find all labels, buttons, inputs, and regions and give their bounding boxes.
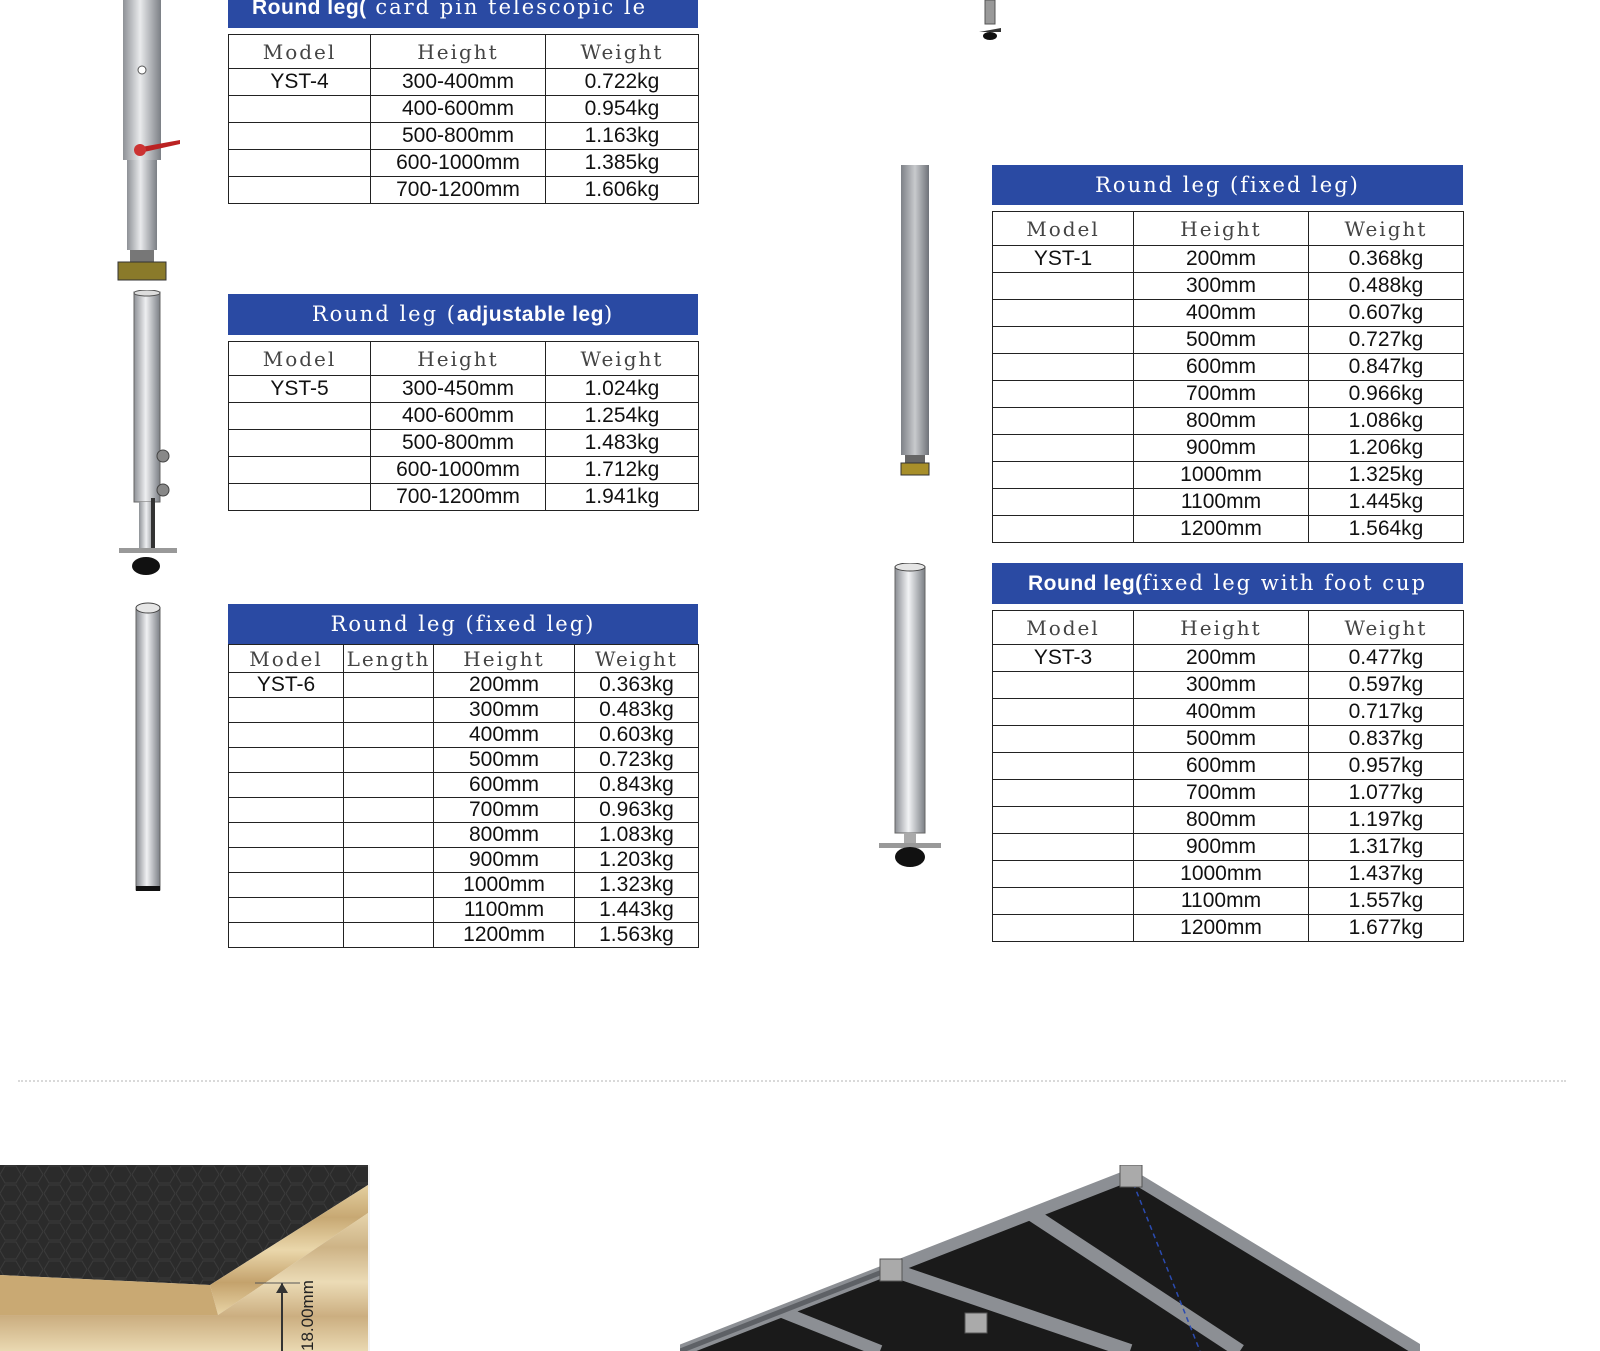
table-cell: 700-1200mm (371, 177, 546, 204)
table-cell: 500-800mm (371, 123, 546, 150)
table-cell (993, 489, 1134, 516)
table-cell: 900mm (1134, 435, 1309, 462)
spec-grid (228, 644, 699, 948)
table-cell: 800mm (1134, 807, 1309, 834)
table-cell: 0.597kg (1309, 672, 1464, 699)
table-cell: 600mm (434, 773, 575, 798)
adjustable-leg-illustration (115, 290, 185, 590)
title-text: Round leg ( (311, 302, 457, 326)
table-row (229, 376, 699, 403)
table-cell: 0.363kg (575, 673, 699, 698)
table-cell (344, 823, 434, 848)
table-cell: 1200mm (1134, 516, 1309, 543)
table-row (993, 753, 1464, 780)
table-cell: 600-1000mm (371, 150, 546, 177)
table-row (229, 748, 699, 773)
stage-frame-illustration (680, 1165, 1420, 1351)
table-cell: 0.717kg (1309, 699, 1464, 726)
table-row (993, 381, 1464, 408)
table-row (993, 699, 1464, 726)
table-cell: 1.083kg (575, 823, 699, 848)
table-row (993, 462, 1464, 489)
table-cell (229, 123, 371, 150)
table-cell (344, 898, 434, 923)
table-row (993, 354, 1464, 381)
table-cell: 1.203kg (575, 848, 699, 873)
table-cell (993, 699, 1134, 726)
spec-grid (228, 341, 699, 511)
table-cell (993, 516, 1134, 543)
table-cell (229, 457, 371, 484)
table-cell: 500-800mm (371, 430, 546, 457)
table-row (229, 698, 699, 723)
telescopic-leg-illustration (100, 0, 190, 290)
table-cell (229, 484, 371, 511)
table-cell: YST-6 (229, 673, 344, 698)
title-text: card pin telescopic le (366, 0, 648, 19)
table-row (229, 484, 699, 511)
table-cell (344, 698, 434, 723)
table-cell (993, 807, 1134, 834)
column-header: Height (434, 645, 575, 673)
table-cell (993, 888, 1134, 915)
spec-grid (992, 610, 1464, 942)
table-cell (993, 861, 1134, 888)
table-row (993, 888, 1464, 915)
table-cell (229, 898, 344, 923)
table-title (992, 563, 1463, 604)
table-cell: YST-5 (229, 376, 371, 403)
table-cell: 1.317kg (1309, 834, 1464, 861)
title-bold: Round leg( (1028, 572, 1143, 595)
table-row (993, 300, 1464, 327)
column-header: Length (344, 645, 434, 673)
table-row (229, 798, 699, 823)
column-header: Weight (546, 35, 699, 69)
table-row (229, 403, 699, 430)
table-cell: 500mm (434, 748, 575, 773)
column-header: Weight (1309, 212, 1464, 246)
section-divider (18, 1080, 1566, 1082)
spec-table-yst6 (228, 604, 698, 948)
table-row (993, 246, 1464, 273)
column-header: Height (1134, 212, 1309, 246)
table-row (993, 780, 1464, 807)
table-cell (993, 273, 1134, 300)
plywood-board-illustration (0, 1165, 370, 1351)
table-row (993, 273, 1464, 300)
table-cell: 1.163kg (546, 123, 699, 150)
header-row (229, 342, 699, 376)
table-cell: 700mm (434, 798, 575, 823)
table-cell (229, 403, 371, 430)
column-header: Weight (1309, 611, 1464, 645)
table-cell: 200mm (1134, 246, 1309, 273)
table-row (993, 861, 1464, 888)
table-cell: 400mm (1134, 300, 1309, 327)
table-title: Round leg (fixed leg) (992, 165, 1463, 205)
table-cell: 500mm (1134, 327, 1309, 354)
column-header: Model (229, 645, 344, 673)
table-cell (993, 462, 1134, 489)
table-cell (229, 723, 344, 748)
table-cell: 1.564kg (1309, 516, 1464, 543)
spec-grid (228, 34, 699, 204)
table-cell: 400-600mm (371, 96, 546, 123)
table-cell: 0.483kg (575, 698, 699, 723)
table-cell: 1.557kg (1309, 888, 1464, 915)
table-cell (229, 698, 344, 723)
spec-table-yst5 (228, 294, 698, 511)
table-cell: 0.966kg (1309, 381, 1464, 408)
table-row (229, 150, 699, 177)
table-cell (344, 848, 434, 873)
spec-table-yst1 (992, 165, 1463, 543)
table-cell: 1.323kg (575, 873, 699, 898)
table-cell (993, 300, 1134, 327)
table-cell: 1.325kg (1309, 462, 1464, 489)
table-cell (993, 327, 1134, 354)
table-cell (344, 673, 434, 698)
table-cell (229, 748, 344, 773)
table-title: Round leg (fixed leg) (228, 604, 698, 644)
table-cell (993, 381, 1134, 408)
table-row (993, 672, 1464, 699)
table-cell: 1.445kg (1309, 489, 1464, 516)
table-cell: 1.437kg (1309, 861, 1464, 888)
table-row (229, 123, 699, 150)
table-cell (344, 748, 434, 773)
table-cell: 0.368kg (1309, 246, 1464, 273)
top-leg-fragment-illustration (975, 0, 1005, 42)
table-cell (344, 723, 434, 748)
table-cell (993, 834, 1134, 861)
table-cell: 600-1000mm (371, 457, 546, 484)
table-cell (993, 726, 1134, 753)
table-cell: 1.077kg (1309, 780, 1464, 807)
column-header: Weight (546, 342, 699, 376)
spec-grid (992, 211, 1464, 543)
table-cell (229, 430, 371, 457)
table-cell: 1.941kg (546, 484, 699, 511)
table-row (993, 834, 1464, 861)
table-cell: YST-3 (993, 645, 1134, 672)
table-cell: 900mm (1134, 834, 1309, 861)
header-row (993, 212, 1464, 246)
table-row (993, 915, 1464, 942)
table-row (229, 823, 699, 848)
column-header: Model (993, 611, 1134, 645)
table-title (228, 0, 698, 28)
table-row (993, 408, 1464, 435)
table-row (993, 645, 1464, 672)
table-cell: 1.385kg (546, 150, 699, 177)
table-cell (993, 780, 1134, 807)
table-row (993, 807, 1464, 834)
table-cell: 200mm (1134, 645, 1309, 672)
table-cell: 1.712kg (546, 457, 699, 484)
table-row (229, 923, 699, 948)
table-cell (993, 408, 1134, 435)
table-cell: 300mm (1134, 672, 1309, 699)
title-bold: adjustable leg (456, 303, 604, 326)
table-cell: 0.843kg (575, 773, 699, 798)
table-cell: 1100mm (1134, 888, 1309, 915)
fixed-leg-illustration (128, 600, 168, 895)
thickness-label: 18.00mm (298, 1280, 317, 1351)
table-cell: 500mm (1134, 726, 1309, 753)
table-cell (993, 435, 1134, 462)
table-row (993, 726, 1464, 753)
table-cell: 700mm (1134, 780, 1309, 807)
table-row (229, 96, 699, 123)
table-row (229, 430, 699, 457)
table-cell: 700-1200mm (371, 484, 546, 511)
table-cell: 700mm (1134, 381, 1309, 408)
table-cell: 0.607kg (1309, 300, 1464, 327)
table-row (993, 489, 1464, 516)
table-cell: 600mm (1134, 354, 1309, 381)
column-header: Height (371, 342, 546, 376)
table-row (229, 177, 699, 204)
table-cell (229, 773, 344, 798)
table-cell: 900mm (434, 848, 575, 873)
table-cell (229, 873, 344, 898)
table-row (993, 516, 1464, 543)
table-cell (229, 798, 344, 823)
table-cell (229, 150, 371, 177)
table-cell: 1.443kg (575, 898, 699, 923)
table-cell: 1200mm (1134, 915, 1309, 942)
table-cell (229, 96, 371, 123)
table-row (229, 848, 699, 873)
table-cell: 1.206kg (1309, 435, 1464, 462)
table-cell: YST-1 (993, 246, 1134, 273)
table-cell (344, 773, 434, 798)
column-header: Height (1134, 611, 1309, 645)
table-cell (344, 873, 434, 898)
table-cell: 0.727kg (1309, 327, 1464, 354)
table-cell: 0.603kg (575, 723, 699, 748)
table-row (229, 673, 699, 698)
foot-cup-leg-illustration (875, 563, 945, 875)
header-row (993, 611, 1464, 645)
table-cell (229, 848, 344, 873)
column-header: Model (229, 35, 371, 69)
table-cell: 200mm (434, 673, 575, 698)
table-cell: 1.677kg (1309, 915, 1464, 942)
title-text: fixed leg with foot cup (1142, 571, 1428, 595)
table-cell (344, 798, 434, 823)
table-cell: 0.954kg (546, 96, 699, 123)
column-header: Height (371, 35, 546, 69)
table-cell: 400mm (1134, 699, 1309, 726)
table-cell: 1.197kg (1309, 807, 1464, 834)
table-row (229, 773, 699, 798)
table-cell: 0.847kg (1309, 354, 1464, 381)
table-cell: 0.488kg (1309, 273, 1464, 300)
table-row (229, 873, 699, 898)
header-row (229, 35, 699, 69)
table-cell (229, 923, 344, 948)
table-title (228, 294, 698, 335)
table-cell: 300-400mm (371, 69, 546, 96)
table-cell: 0.477kg (1309, 645, 1464, 672)
table-cell (229, 823, 344, 848)
table-cell: 1.086kg (1309, 408, 1464, 435)
table-cell: 1.606kg (546, 177, 699, 204)
table-cell: 0.837kg (1309, 726, 1464, 753)
header-row (229, 645, 699, 673)
table-cell: YST-4 (229, 69, 371, 96)
table-cell: 400mm (434, 723, 575, 748)
table-cell (993, 915, 1134, 942)
table-cell: 1.254kg (546, 403, 699, 430)
table-cell: 1000mm (1134, 861, 1309, 888)
spec-table-yst3 (992, 563, 1463, 942)
table-cell: 0.723kg (575, 748, 699, 773)
table-cell: 1.024kg (546, 376, 699, 403)
table-cell (993, 672, 1134, 699)
table-cell: 800mm (434, 823, 575, 848)
table-cell: 1200mm (434, 923, 575, 948)
table-row (229, 898, 699, 923)
table-cell (993, 753, 1134, 780)
table-cell: 1.563kg (575, 923, 699, 948)
title-bold: Round leg( (252, 0, 367, 19)
table-cell: 1000mm (1134, 462, 1309, 489)
table-row (993, 435, 1464, 462)
table-cell: 1100mm (434, 898, 575, 923)
table-cell (229, 177, 371, 204)
fixed-leg-right-illustration (895, 165, 935, 480)
table-cell: 1.483kg (546, 430, 699, 457)
column-header: Weight (575, 645, 699, 673)
table-cell: 300mm (1134, 273, 1309, 300)
column-header: Model (993, 212, 1134, 246)
table-row (229, 723, 699, 748)
title-end: ) (603, 302, 615, 326)
table-cell: 600mm (1134, 753, 1309, 780)
table-cell (993, 354, 1134, 381)
table-cell: 300-450mm (371, 376, 546, 403)
table-cell: 400-600mm (371, 403, 546, 430)
table-cell (344, 923, 434, 948)
table-cell: 0.963kg (575, 798, 699, 823)
table-cell: 0.722kg (546, 69, 699, 96)
table-cell: 1000mm (434, 873, 575, 898)
spec-table-yst4 (228, 0, 698, 204)
table-cell: 0.957kg (1309, 753, 1464, 780)
table-cell: 1100mm (1134, 489, 1309, 516)
table-row (229, 457, 699, 484)
table-row (993, 327, 1464, 354)
table-row (229, 69, 699, 96)
table-cell: 300mm (434, 698, 575, 723)
table-cell: 800mm (1134, 408, 1309, 435)
column-header: Model (229, 342, 371, 376)
